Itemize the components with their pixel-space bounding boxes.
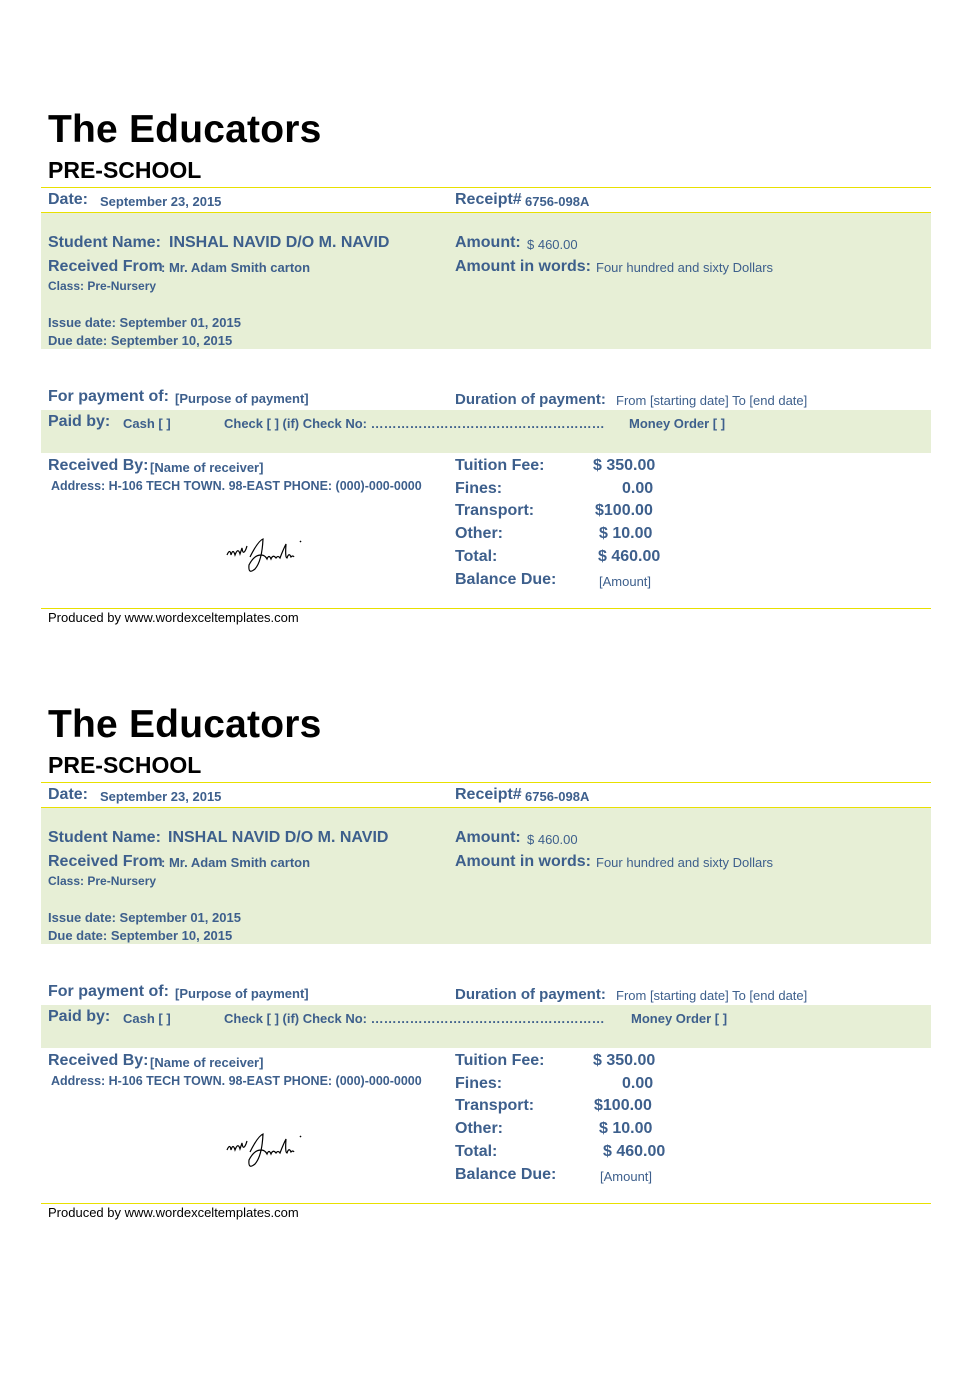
- fee-label-total: Total:: [455, 1143, 498, 1160]
- school-type: PRE-SCHOOL: [48, 752, 202, 778]
- date-label: Date:: [48, 786, 89, 803]
- fee-label-fines: Fines:: [455, 1075, 503, 1092]
- amount-words-value: Four hundred and sixty Dollars: [596, 260, 774, 275]
- fee-label-total: Total:: [455, 548, 498, 565]
- date-value: September 23, 2015: [100, 789, 222, 804]
- address-text: Address: H-106 TECH TOWN. 98-EAST PHONE: (000)-000-0000: [51, 1074, 422, 1088]
- fee-value-fines: 0.00: [622, 480, 654, 497]
- amount-words-value: Four hundred and sixty Dollars: [596, 855, 774, 870]
- received-from-label: Received From: [48, 258, 163, 275]
- fee-value-balance: [Amount]: [599, 574, 652, 589]
- received-by-label: Received By:: [48, 1052, 149, 1069]
- receipt-label: Receipt#: [455, 191, 522, 208]
- student-name-label: Student Name:: [48, 829, 161, 846]
- address-text: Address: H-106 TECH TOWN. 98-EAST PHONE: (000)-000-0000: [51, 479, 422, 493]
- duration-value: From [starting date] To [end date]: [616, 988, 808, 1003]
- receipt-2: [41, 703, 931, 1243]
- signature-image: [224, 533, 324, 575]
- received-by-label: Received By:: [48, 457, 149, 474]
- check-option: Check [ ] (if) Check No: ………………………………………………: [224, 1011, 605, 1026]
- receipt-number: 6756-098A: [525, 789, 590, 804]
- amount-value: $ 460.00: [527, 237, 578, 252]
- student-name-value: INSHAL NAVID D/O M. NAVID: [168, 829, 389, 846]
- amount-label: Amount:: [455, 829, 521, 846]
- fee-value-total: $ 460.00: [603, 1143, 666, 1160]
- payment-of-value: [Purpose of payment]: [175, 391, 309, 406]
- school-type: PRE-SCHOOL: [48, 157, 202, 183]
- fee-label-other: Other:: [455, 1120, 503, 1137]
- top-rule: [41, 187, 931, 188]
- due-date: Due date: September 10, 2015: [48, 333, 233, 348]
- fee-value-total: $ 460.00: [598, 548, 661, 565]
- fee-label-fines: Fines:: [455, 480, 503, 497]
- school-name: The Educators: [48, 108, 322, 151]
- fee-value-other: $ 10.00: [599, 525, 653, 542]
- school-name: The Educators: [48, 703, 322, 746]
- fee-value-tuition: $ 350.00: [593, 457, 656, 474]
- fee-label-tuition: Tuition Fee:: [455, 1052, 545, 1069]
- issue-date: Issue date: September 01, 2015: [48, 315, 241, 330]
- duration-label: Duration of payment:: [455, 986, 606, 1003]
- paid-by-label: Paid by:: [48, 413, 111, 430]
- amount-value: $ 460.00: [527, 832, 578, 847]
- amount-label: Amount:: [455, 234, 521, 251]
- check-option: Check [ ] (if) Check No: ………………………………………………: [224, 416, 605, 431]
- date-label: Date:: [48, 191, 89, 208]
- money-order-option: Money Order [ ]: [629, 416, 726, 431]
- signature-image: [224, 1128, 324, 1170]
- payment-of-label: For payment of:: [48, 388, 169, 405]
- class-text: Class: Pre-Nursery: [48, 874, 157, 888]
- issue-date: Issue date: September 01, 2015: [48, 910, 241, 925]
- fee-label-balance: Balance Due:: [455, 1166, 557, 1183]
- student-name-label: Student Name:: [48, 234, 161, 251]
- fee-value-balance: [Amount]: [600, 1169, 653, 1184]
- fee-label-transport: Transport:: [455, 1097, 535, 1114]
- payment-of-value: [Purpose of payment]: [175, 986, 309, 1001]
- received-from-label: Received From: [48, 853, 163, 870]
- bottom-rule: [41, 608, 931, 609]
- receipt-number: 6756-098A: [525, 194, 590, 209]
- amount-words-label: Amount in words:: [455, 258, 591, 275]
- received-from-value: : Mr. Adam Smith carton: [161, 260, 311, 275]
- fee-label-transport: Transport:: [455, 502, 535, 519]
- payment-of-label: For payment of:: [48, 983, 169, 1000]
- cash-option: Cash [ ]: [123, 416, 171, 431]
- due-date: Due date: September 10, 2015: [48, 928, 233, 943]
- receipt-1: [41, 108, 931, 648]
- footer-text: Produced by www.wordexceltemplates.com: [48, 1205, 299, 1220]
- fee-value-transport: $100.00: [594, 1097, 652, 1114]
- fee-value-fines: 0.00: [622, 1075, 654, 1092]
- date-value: September 23, 2015: [100, 194, 222, 209]
- receipt-label: Receipt#: [455, 786, 522, 803]
- fee-label-tuition: Tuition Fee:: [455, 457, 545, 474]
- fee-value-transport: $100.00: [595, 502, 653, 519]
- footer-text: Produced by www.wordexceltemplates.com: [48, 610, 299, 625]
- fee-label-balance: Balance Due:: [455, 571, 557, 588]
- received-from-value: : Mr. Adam Smith carton: [161, 855, 311, 870]
- fee-value-other: $ 10.00: [599, 1120, 653, 1137]
- class-text: Class: Pre-Nursery: [48, 279, 157, 293]
- money-order-option: Money Order [ ]: [631, 1011, 728, 1026]
- student-name-value: INSHAL NAVID D/O M. NAVID: [169, 234, 390, 251]
- bottom-rule: [41, 1203, 931, 1204]
- amount-words-label: Amount in words:: [455, 853, 591, 870]
- cash-option: Cash [ ]: [123, 1011, 171, 1026]
- received-by-value: [Name of receiver]: [150, 460, 264, 475]
- duration-value: From [starting date] To [end date]: [616, 393, 808, 408]
- fee-value-tuition: $ 350.00: [593, 1052, 656, 1069]
- received-by-value: [Name of receiver]: [150, 1055, 264, 1070]
- duration-label: Duration of payment:: [455, 391, 606, 408]
- fee-label-other: Other:: [455, 525, 503, 542]
- top-rule: [41, 782, 931, 783]
- paid-by-label: Paid by:: [48, 1008, 111, 1025]
